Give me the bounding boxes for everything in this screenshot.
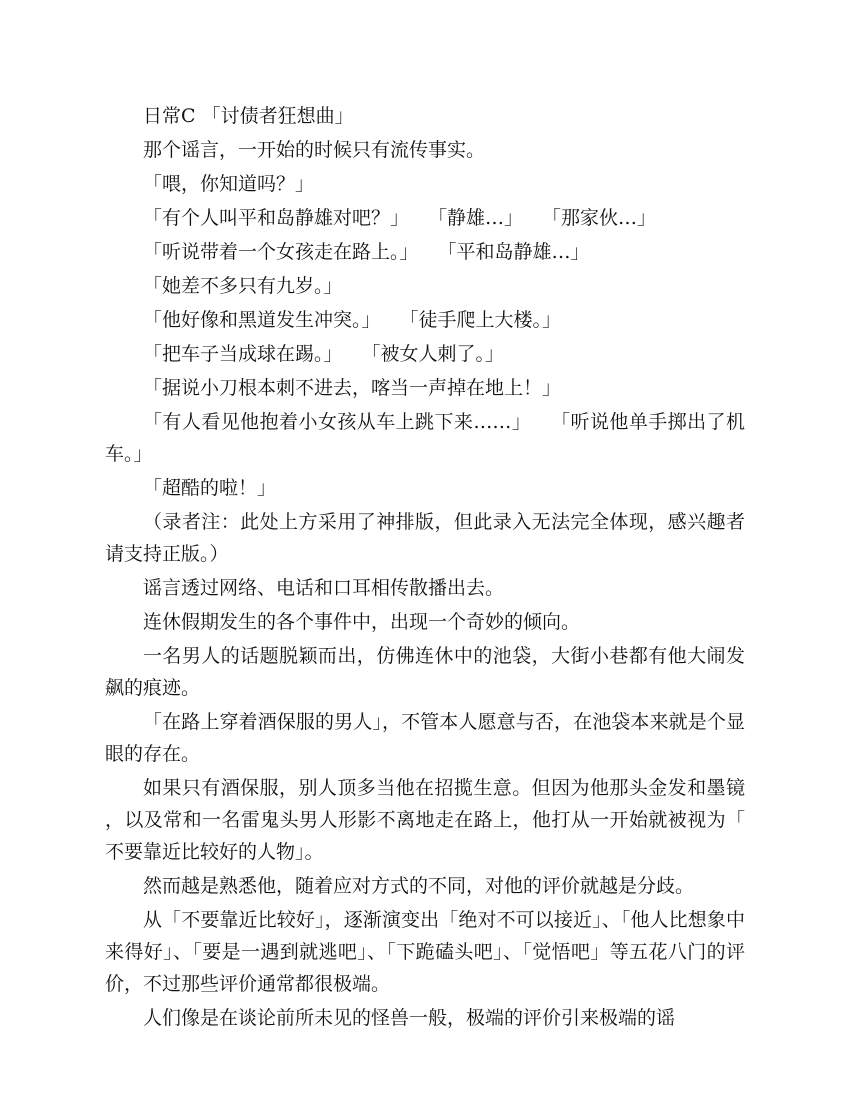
paragraph: 如果只有酒保服，别人顶多当他在招揽生意。但因为他那头金发和墨镜，以及常和一名雷鬼头男人形影不离地走在路上，他打从一开始就被视为「不要靠近比较好的人物」。	[105, 777, 745, 863]
paragraph: 谣言透过网络、电话和口耳相传散播出去。	[143, 577, 505, 599]
paragraph: 「他好像和黑道发生冲突。」 「徒手爬上大楼。」	[143, 309, 562, 331]
paragraph: 「据说小刀根本刺不进去，喀当一声掉在地上！」	[143, 377, 562, 399]
paragraph: 「有个人叫平和岛静雄对吧？」 「静雄…」 「那家伙…」	[143, 207, 657, 229]
paragraph: 「把车子当成球在踢。」 「被女人刺了。」	[143, 343, 505, 365]
paragraph: 然而越是熟悉他，随着应对方式的不同，对他的评价就越是分歧。	[143, 875, 695, 897]
chapter-title: 日常C 「讨债者狂想曲」	[143, 105, 354, 127]
paragraph: 从「不要靠近比较好」，逐渐演变出「绝对不可以接近」、「他人比想象中来得好」、「要是一遇到就逃吧」、「下跪磕头吧」、「觉悟吧」等五花八门的评价，不过那些评价通常都很极端。	[105, 909, 745, 995]
paragraph: 人们像是在谈论前所未见的怪兽一般，极端的评价引来极端的谣	[143, 1007, 676, 1029]
paragraph: 「在路上穿着酒保服的男人」，不管本人愿意与否，在池袋本来就是个显眼的存在。	[105, 711, 745, 765]
paragraph: 「有人看见他抱着小女孩从车上跳下来……」 「听说他单手掷出了机车。」	[105, 411, 745, 465]
paragraph: 「喂，你知道吗？」	[143, 173, 315, 195]
document-page	[105, 100, 745, 1036]
paragraph: 「她差不多只有九岁。」	[143, 275, 343, 297]
paragraph: （录者注：此处上方采用了神排版，但此录入无法完全体现，感兴趣者请支持正版。）	[105, 511, 745, 565]
paragraph: 那个谣言，一开始的时候只有流传事实。	[143, 139, 486, 161]
paragraph: 一名男人的话题脱颖而出，仿佛连休中的池袋，大街小巷都有他大闹发飙的痕迹。	[105, 645, 745, 699]
paragraph: 「超酷的啦！」	[143, 477, 277, 499]
paragraph: 连休假期发生的各个事件中，出现一个奇妙的倾向。	[143, 611, 581, 633]
paragraph: 「听说带着一个女孩走在路上。」 「平和岛静雄…」	[143, 241, 590, 263]
